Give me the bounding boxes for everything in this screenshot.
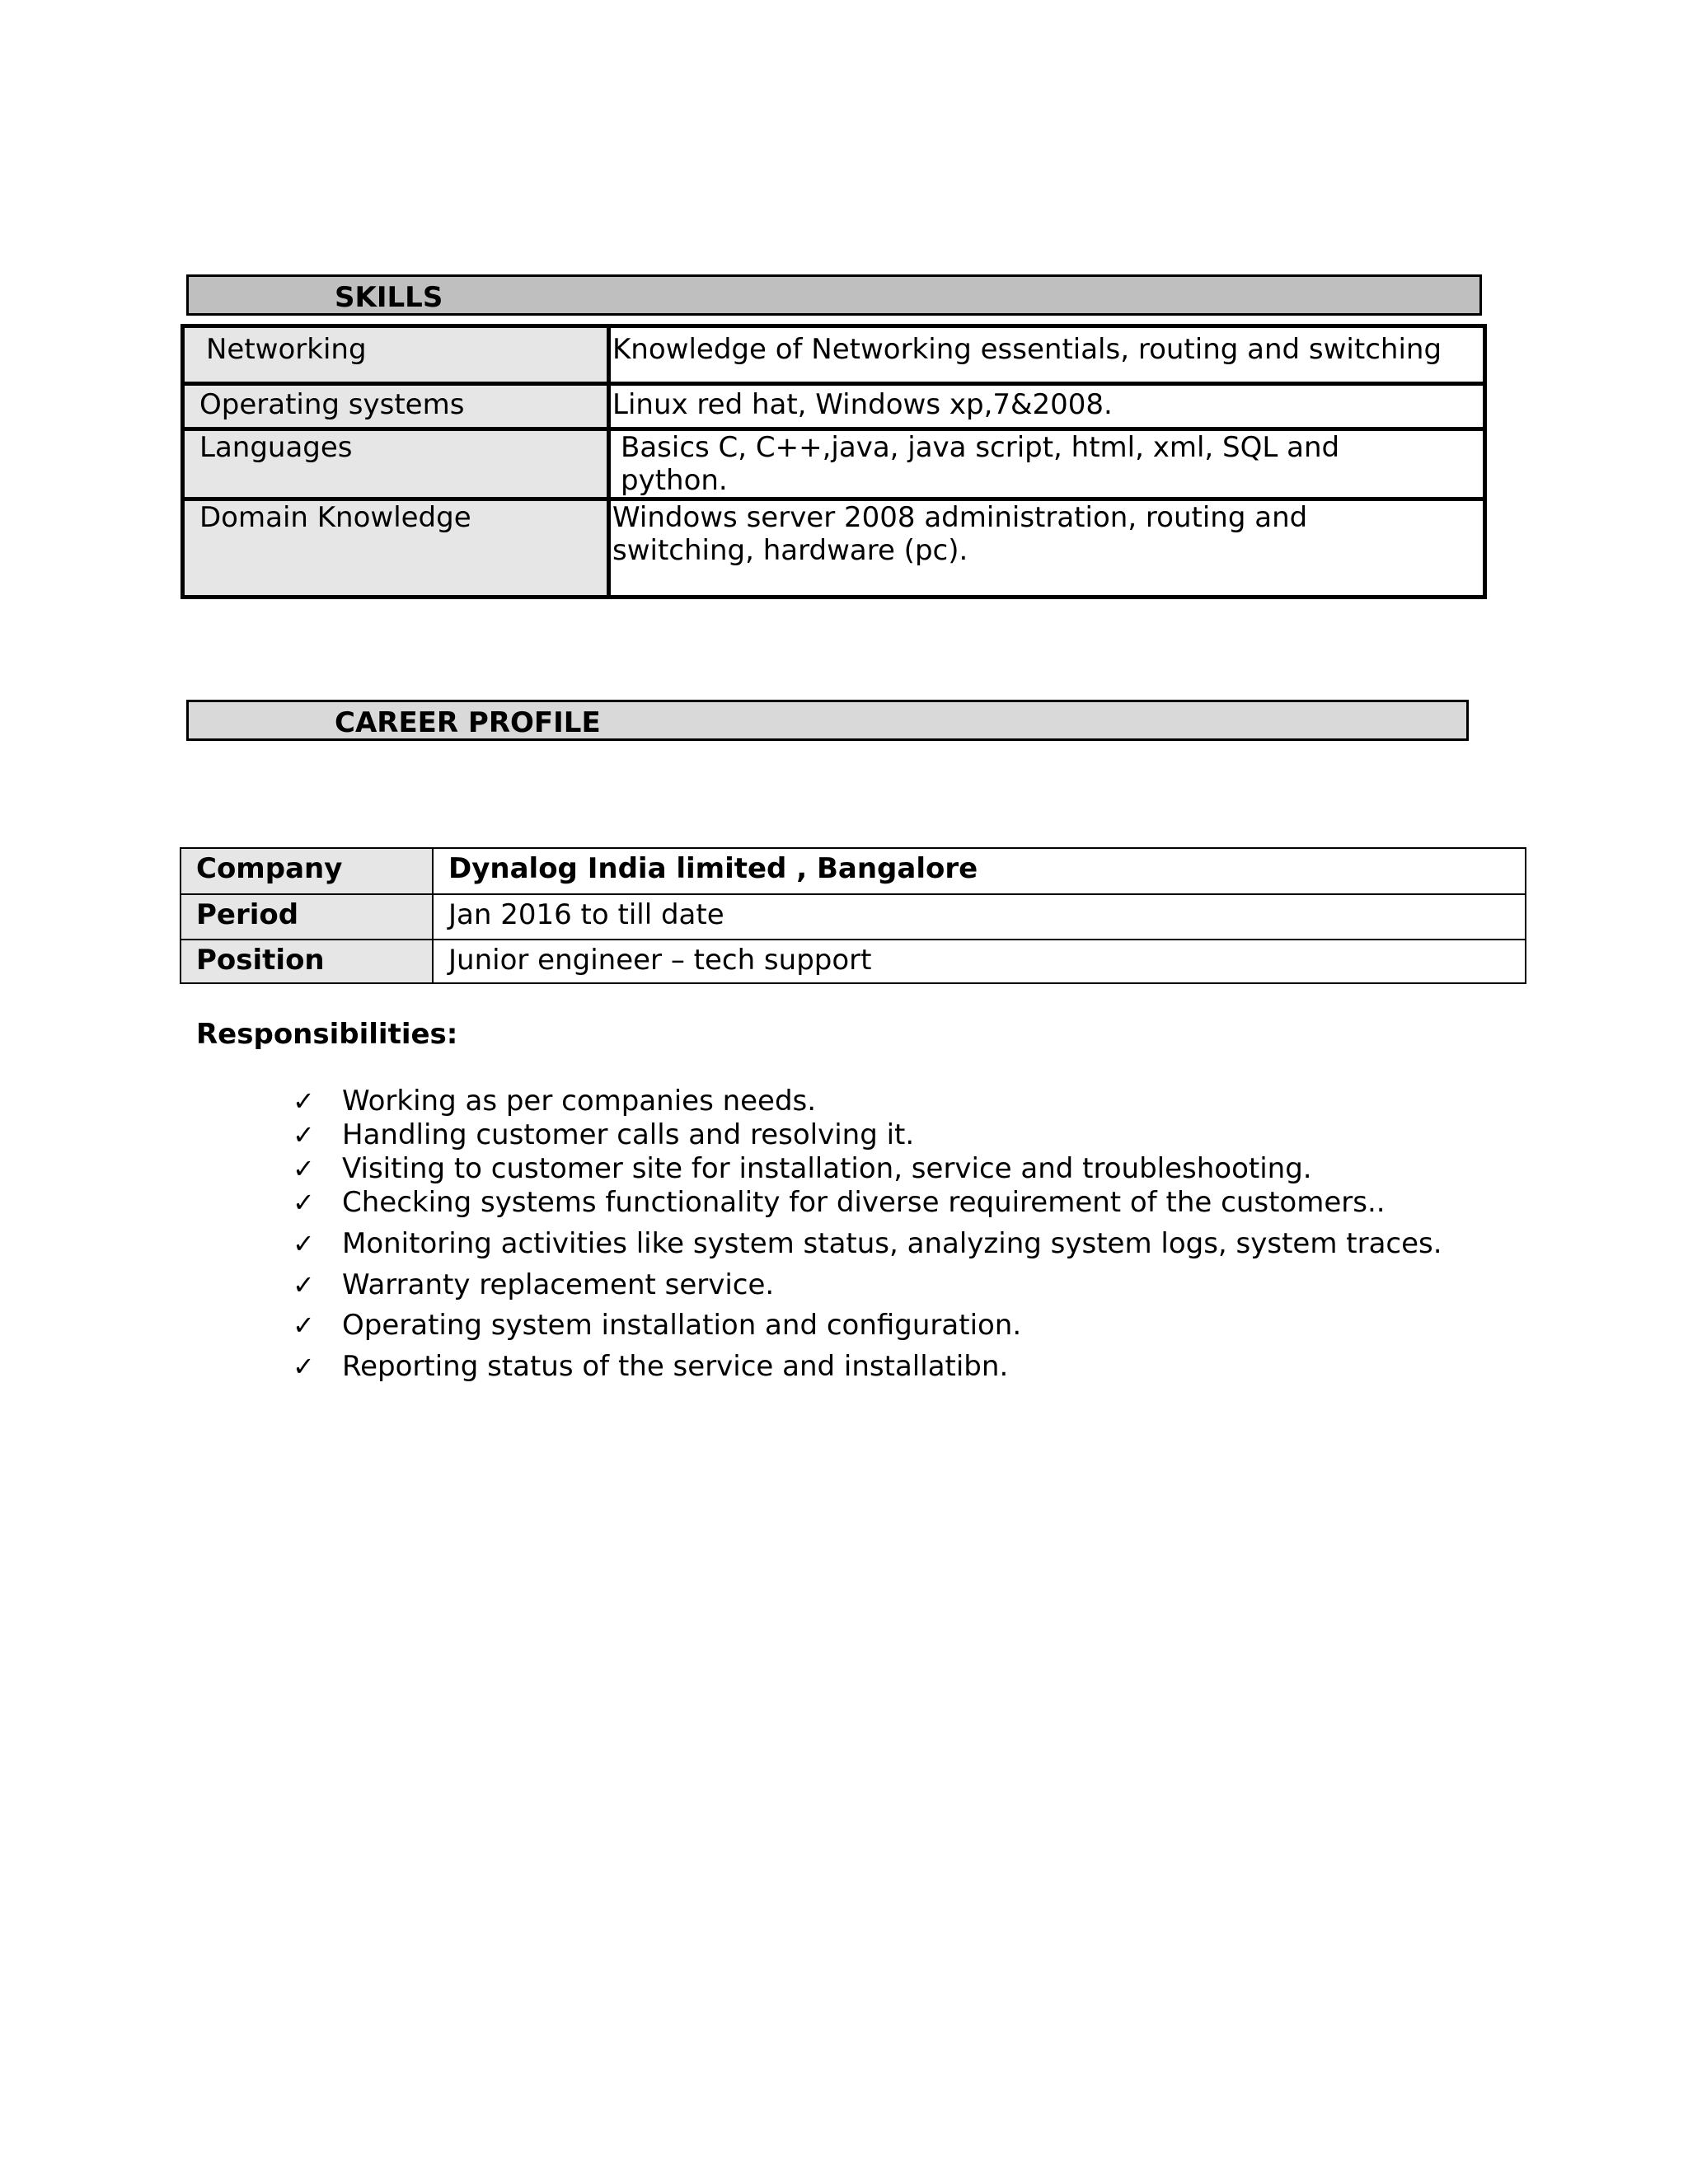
skills-value: Basics C, C++,java, java script, html, xml, SQL and python. bbox=[621, 431, 1340, 497]
list-item-text: Visiting to customer site for installation, service and troubleshooting. bbox=[342, 1152, 1312, 1185]
list-item-text: Warranty replacement service. bbox=[342, 1268, 775, 1301]
skills-key: Operating systems bbox=[185, 386, 611, 427]
checkmark-icon: ✓ bbox=[293, 1085, 315, 1117]
career-value: Dynalog India limited , Bangalore bbox=[448, 852, 978, 885]
list-item-text: Working as per companies needs. bbox=[342, 1085, 817, 1118]
skills-row-operating-systems bbox=[185, 382, 1483, 427]
skills-value: Knowledge of Networking essentials, routing and switching bbox=[612, 333, 1442, 366]
career-row-position bbox=[181, 939, 1525, 982]
checkmark-icon: ✓ bbox=[293, 1310, 315, 1341]
career-key: Company bbox=[181, 849, 434, 893]
career-value: Junior engineer – tech support bbox=[448, 944, 872, 977]
list-item-text: Checking systems functionality for diverse requirement of the customers.. bbox=[342, 1186, 1386, 1219]
skills-value: Windows server 2008 administration, routing and switching, hardware (pc). bbox=[612, 501, 1308, 567]
career-row-period bbox=[181, 893, 1525, 939]
career-value: Jan 2016 to till date bbox=[448, 898, 724, 931]
career-row-company bbox=[181, 849, 1525, 893]
skills-table bbox=[181, 324, 1487, 599]
skills-value: Linux red hat, Windows xp,7&2008. bbox=[612, 388, 1113, 421]
skills-header-label: SKILLS bbox=[335, 281, 443, 314]
skills-row-networking bbox=[185, 328, 1483, 382]
list-item-text: Handling customer calls and resolving it. bbox=[342, 1118, 915, 1151]
checkmark-icon: ✓ bbox=[293, 1351, 315, 1382]
responsibilities-heading: Responsibilities: bbox=[196, 1018, 458, 1051]
checkmark-icon: ✓ bbox=[293, 1119, 315, 1151]
checkmark-icon: ✓ bbox=[293, 1153, 315, 1184]
career-table bbox=[180, 847, 1526, 984]
career-profile-section-header bbox=[186, 700, 1469, 741]
career-key: Period bbox=[181, 895, 434, 939]
list-item-text: Operating system installation and configuration. bbox=[342, 1309, 1022, 1342]
skills-key: Languages bbox=[185, 431, 611, 497]
checkmark-icon: ✓ bbox=[293, 1228, 315, 1259]
career-header-label: CAREER PROFILE bbox=[335, 706, 601, 739]
checkmark-icon: ✓ bbox=[293, 1187, 315, 1218]
skills-section-header bbox=[186, 274, 1482, 316]
list-item-text: Monitoring activities like system status, analyzing system logs, system traces. bbox=[342, 1227, 1442, 1260]
list-item-text: Reporting status of the service and installatibn. bbox=[342, 1350, 1009, 1383]
career-key: Position bbox=[181, 940, 434, 982]
skills-key: Domain Knowledge bbox=[185, 501, 611, 595]
skills-row-languages bbox=[185, 427, 1483, 497]
skills-key: Networking bbox=[185, 328, 611, 382]
skills-row-domain-knowledge bbox=[185, 497, 1483, 595]
checkmark-icon: ✓ bbox=[293, 1269, 315, 1301]
